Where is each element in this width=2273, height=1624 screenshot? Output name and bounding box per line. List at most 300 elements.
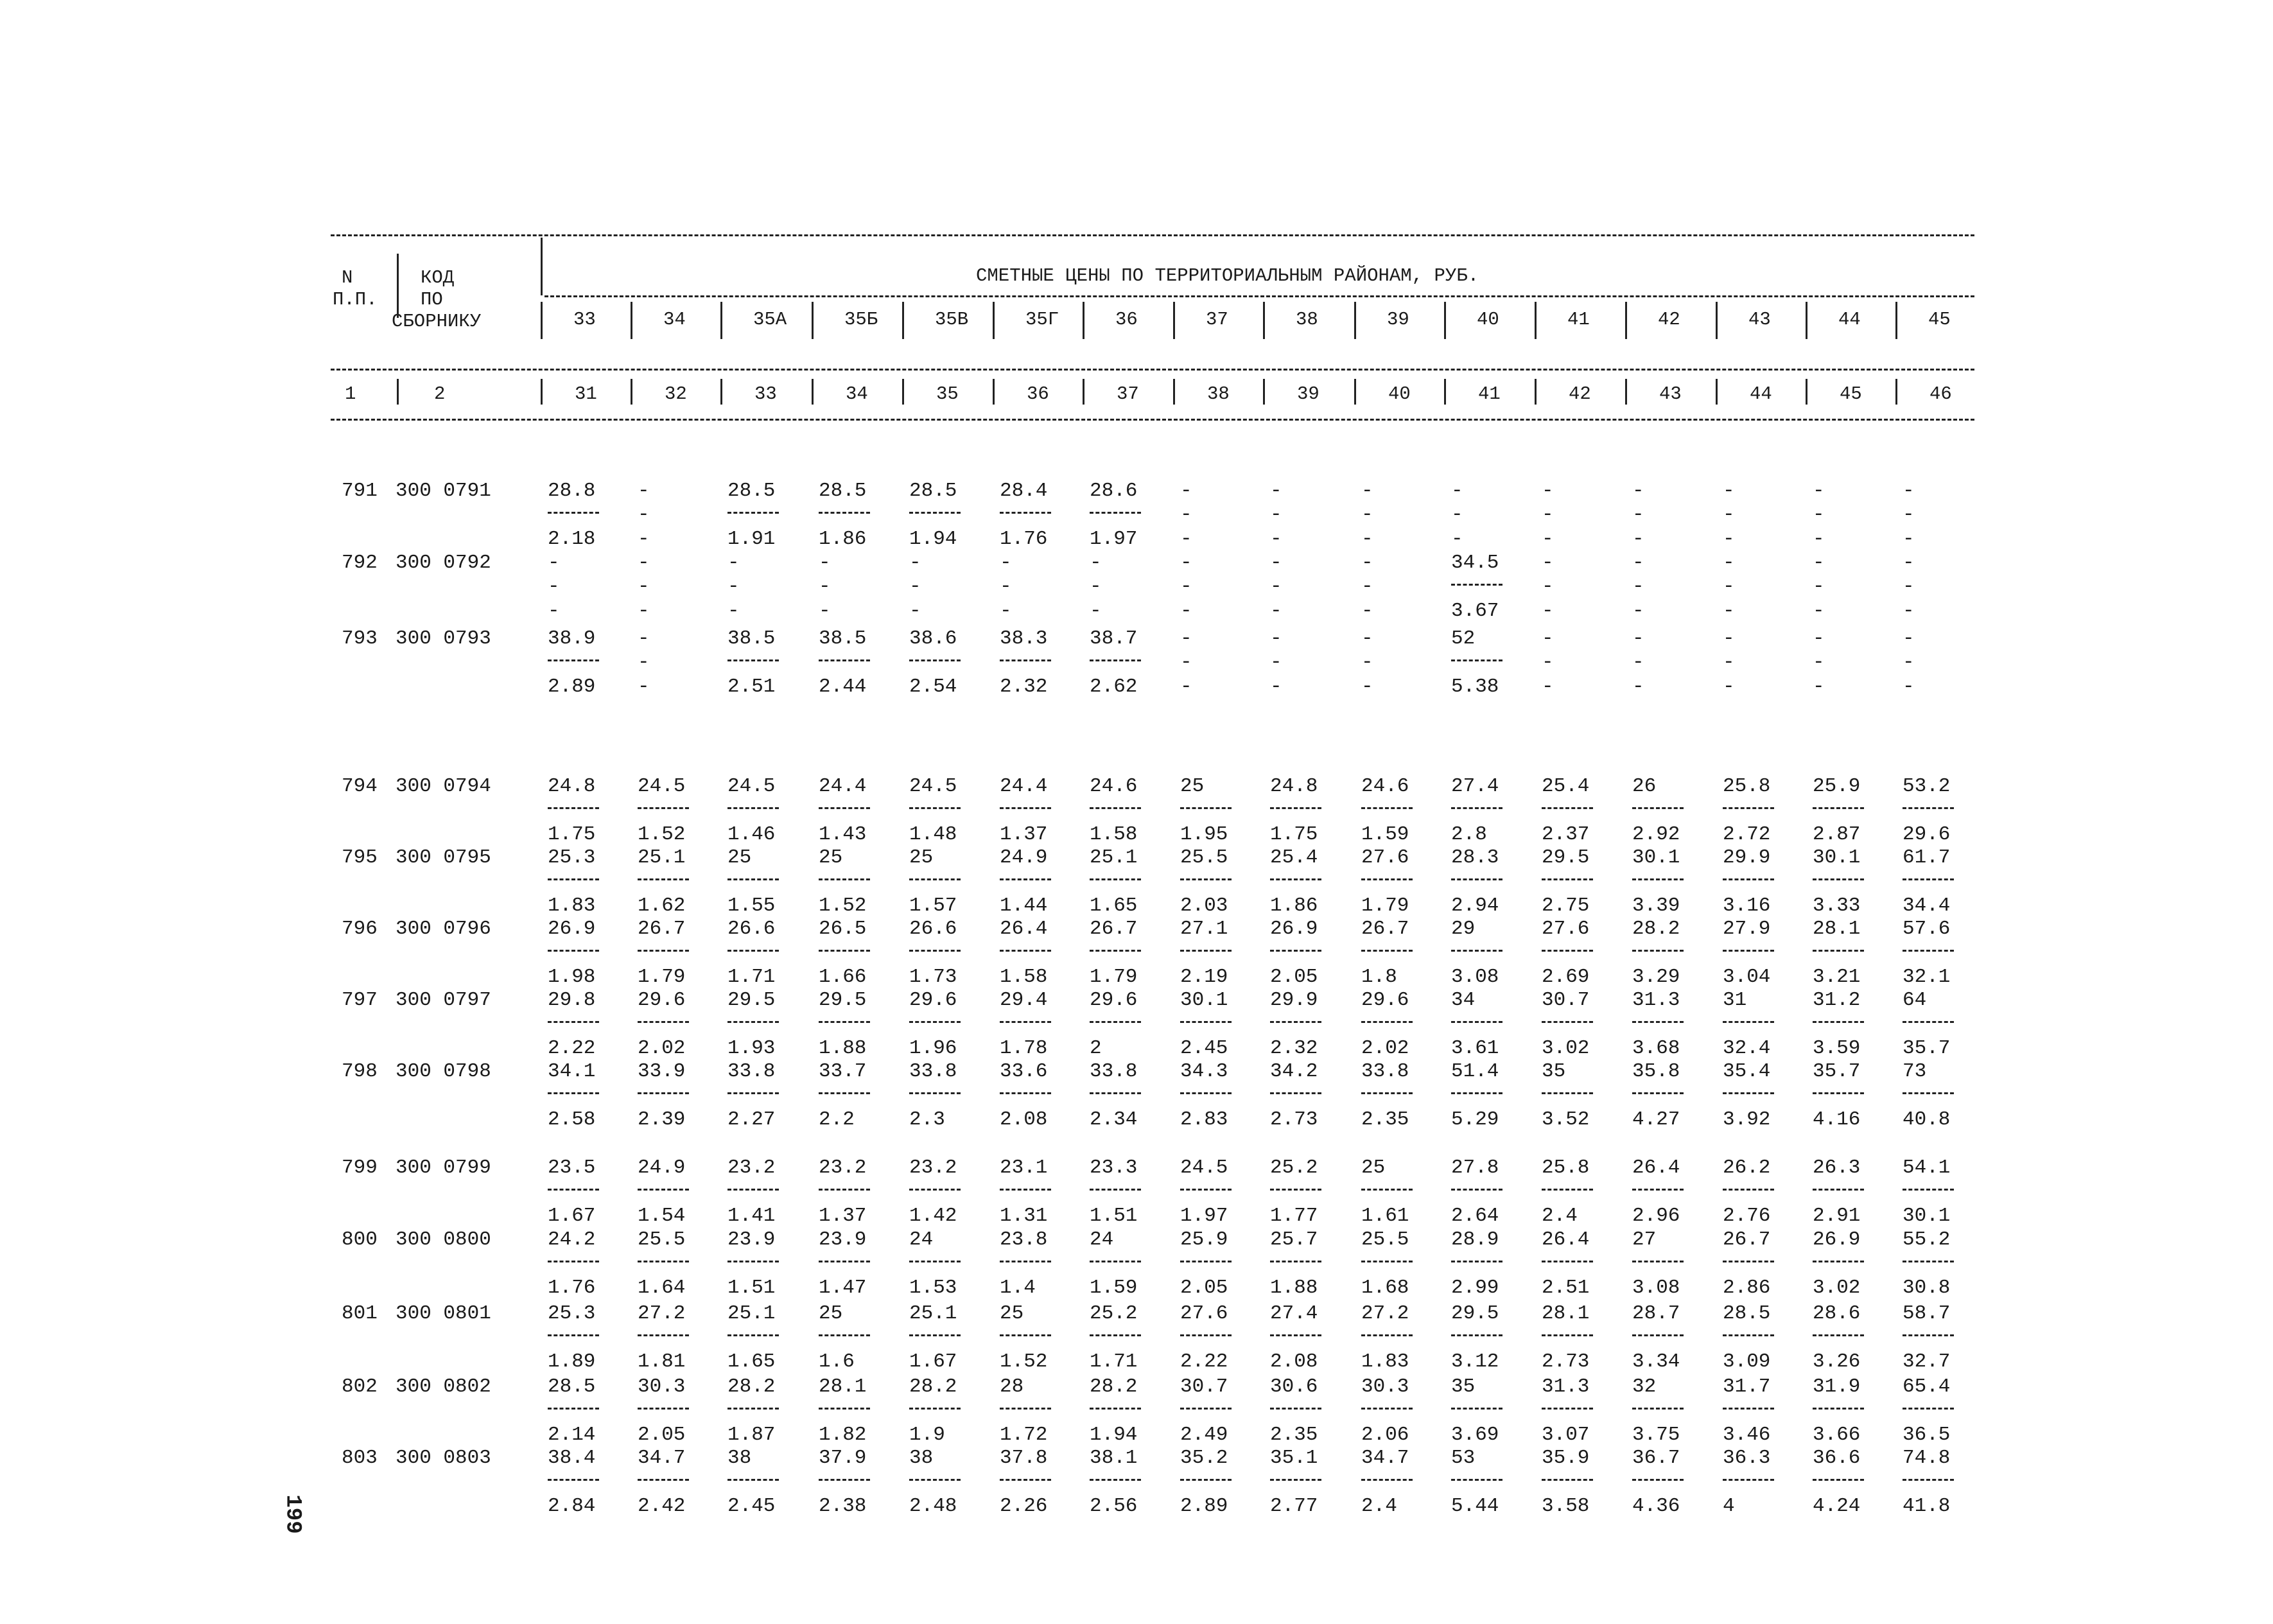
cell-value: 1.42 [909,1205,957,1227]
cell-value: 31.9 [1813,1375,1861,1398]
cell-value: - [1361,480,1373,502]
dash-mark: - [1723,503,1735,526]
cell-value: 29.8 [548,989,596,1011]
cell-value: - [1903,676,1915,698]
cell-value: - [1180,627,1192,650]
cell-value: 24.6 [1361,775,1409,798]
cell-value: 2.76 [1723,1205,1771,1227]
cell-value: 23.2 [727,1157,776,1179]
cell-value: 33.8 [1361,1060,1409,1083]
dash-mark: - [1542,575,1554,598]
cell-value: 1.58 [1000,966,1048,988]
cell-value: 35.9 [1542,1447,1590,1469]
fraction-bar [1000,878,1051,880]
fraction-bar [1723,1021,1774,1023]
cell-value: 23.2 [909,1157,957,1179]
cell-value: 26.7 [1090,918,1138,940]
cell-value: 37.8 [1000,1447,1048,1469]
fraction-bar [1723,1334,1774,1336]
row-number: 803 [342,1447,378,1469]
cell-value: 2.42 [638,1495,686,1517]
cell-value: 26.9 [1813,1228,1861,1251]
fraction-bar [1361,878,1413,880]
cell-value: 2.84 [548,1495,596,1517]
cell-value: 36.6 [1813,1447,1861,1469]
fraction-bar [1903,1408,1954,1410]
cell-value: 2.64 [1451,1205,1499,1227]
fraction-bar [548,1092,599,1094]
fraction-bar [1090,1479,1141,1481]
fraction-bar [1361,1021,1413,1023]
cell-value: 30.1 [1813,846,1861,869]
fraction-bar [727,659,779,661]
fraction-bar [1270,878,1321,880]
header-vline [720,379,722,405]
cell-value: - [1542,627,1554,650]
fraction-bar [638,1189,689,1191]
cell-value: 5.38 [1451,676,1499,698]
cell-value: 2.37 [1542,823,1590,846]
cell-value: 3.69 [1451,1424,1499,1446]
cell-value: 54.1 [1903,1157,1951,1179]
region-label: 35А [753,309,787,330]
header-vline [1444,379,1446,405]
cell-value: 2.77 [1270,1495,1318,1517]
cell-value: 31.3 [1632,989,1680,1011]
fraction-bar [1903,878,1954,880]
cell-value: 1.75 [1270,823,1318,846]
cell-value: 32.7 [1903,1350,1951,1373]
cell-value: 35 [1451,1375,1476,1398]
cell-value: 27.6 [1180,1302,1228,1325]
column-number: 43 [1659,383,1682,405]
cell-value: 30.7 [1180,1375,1228,1398]
cell-value: 23.3 [1090,1157,1138,1179]
fraction-bar [727,1189,779,1191]
cell-value: 1.52 [638,823,686,846]
fraction-bar [1090,1261,1141,1262]
fraction-bar [819,1189,870,1191]
fraction-bar [909,1261,961,1262]
header-vline [1716,379,1718,405]
fraction-bar [638,807,689,809]
cell-value: 35.7 [1813,1060,1861,1083]
cell-value: 29.6 [909,989,957,1011]
cell-value: 28.5 [909,480,957,502]
fraction-bar [819,512,870,514]
cell-value: - [1723,528,1735,550]
row-code: 300 0797 [396,989,491,1011]
cell-value: - [1542,600,1554,622]
cell-value: 1.82 [819,1424,867,1446]
cell-value: 30.7 [1542,989,1590,1011]
cell-value: 30.3 [1361,1375,1409,1398]
fraction-bar [727,1334,779,1336]
cell-value: - [1632,552,1644,574]
cell-value: 3.02 [1813,1277,1861,1299]
dash-mark: - [1000,575,1012,598]
cell-value: 2.02 [1361,1037,1409,1060]
cell-value: 26.7 [1361,918,1409,940]
dash-mark: - [1903,651,1915,674]
fraction-bar [1090,807,1141,809]
cell-value: - [727,552,740,574]
cell-value: 3.09 [1723,1350,1771,1373]
cell-value: 25.2 [1270,1157,1318,1179]
cell-value: 2.08 [1270,1350,1318,1373]
cell-value: 3.26 [1813,1350,1861,1373]
cell-value: 1.9 [909,1424,945,1446]
fraction-bar [727,807,779,809]
cell-value: - [1270,480,1282,502]
cell-value: 3.12 [1451,1350,1499,1373]
cell-value: 1.78 [1000,1037,1048,1060]
fraction-bar [1542,1092,1593,1094]
cell-value: 33.9 [638,1060,686,1083]
cell-value: 3.75 [1632,1424,1680,1446]
cell-value: 3.29 [1632,966,1680,988]
cell-value: 1.86 [819,528,867,550]
cell-value: 25.4 [1542,775,1590,798]
cell-value: 1.68 [1361,1277,1409,1299]
dash-mark: - [1180,575,1192,598]
cell-value: - [1361,600,1373,622]
fraction-bar [548,1261,599,1262]
dash-mark: - [638,503,650,526]
fraction-bar [638,1408,689,1410]
cell-value: 27.6 [1542,918,1590,940]
cell-value: 3.04 [1723,966,1771,988]
header-num-1: 1 [345,383,356,405]
cell-value: 2.4 [1361,1495,1397,1517]
cell-value: 3.58 [1542,1495,1590,1517]
cell-value: - [1813,480,1825,502]
fraction-bar [727,512,779,514]
fraction-bar [1903,1092,1954,1094]
cell-value: - [1180,528,1192,550]
cell-value: 3.16 [1723,895,1771,917]
cell-value: 29.9 [1723,846,1771,869]
fraction-bar [819,950,870,952]
dash-mark: - [1270,503,1282,526]
cell-value: 2.03 [1180,895,1228,917]
cell-value: 26.7 [638,918,686,940]
cell-value: 2.73 [1542,1350,1590,1373]
cell-value: 41.8 [1903,1495,1951,1517]
fraction-bar [909,1021,961,1023]
cell-value: - [1632,480,1644,502]
cell-value: 27.6 [1361,846,1409,869]
cell-value: 26.6 [909,918,957,940]
cell-value: 1.88 [1270,1277,1318,1299]
row-number: 801 [342,1302,378,1325]
cell-value: 37.9 [819,1447,867,1469]
cell-value: 34.3 [1180,1060,1228,1083]
cell-value: 33.8 [727,1060,776,1083]
fraction-bar [1180,878,1232,880]
cell-value: 31.7 [1723,1375,1771,1398]
cell-value: 2.75 [1542,895,1590,917]
fraction-bar [1813,878,1864,880]
fraction-bar [909,1479,961,1481]
header-vline [541,302,543,339]
cell-value: 1.71 [727,966,776,988]
cell-value: 3.46 [1723,1424,1771,1446]
cell-value: 1.41 [727,1205,776,1227]
row-number: 802 [342,1375,378,1398]
cell-value: 1.8 [1361,966,1397,988]
fraction-bar [1813,1189,1864,1191]
fraction-bar [1180,1092,1232,1094]
header-vline [1354,379,1356,405]
cell-value: 38.3 [1000,627,1048,650]
cell-value: - [1451,480,1463,502]
cell-value: 25.5 [1180,846,1228,869]
cell-value: 1.76 [548,1277,596,1299]
row-number: 797 [342,989,378,1011]
cell-value: 28.7 [1632,1302,1680,1325]
fraction-bar [548,1189,599,1191]
dash-mark: - [1903,503,1915,526]
cell-value: - [1813,676,1825,698]
fraction-bar [819,878,870,880]
cell-value: 2.72 [1723,823,1771,846]
cell-value: 35.1 [1270,1447,1318,1469]
cell-value: 2.44 [819,676,867,698]
fraction-bar [727,1021,779,1023]
cell-value: 1.52 [1000,1350,1048,1373]
cell-value: - [1542,676,1554,698]
fraction-bar [1270,1479,1321,1481]
cell-value: 3.92 [1723,1108,1771,1131]
dash-mark: - [1451,503,1463,526]
fraction-bar [1542,1408,1593,1410]
cell-value: 1.58 [1090,823,1138,846]
cell-value: 1.62 [638,895,686,917]
cell-value: 1.96 [909,1037,957,1060]
dash-mark: - [727,575,740,598]
header-vline [1535,379,1537,405]
cell-value: 1.76 [1000,528,1048,550]
cell-value: 34.4 [1903,895,1951,917]
fraction-bar [1000,807,1051,809]
fraction-bar [638,1479,689,1481]
cell-value: 25.3 [548,846,596,869]
row-number: 791 [342,480,378,502]
column-number: 41 [1478,383,1501,405]
cell-value: 2.92 [1632,823,1680,846]
fraction-bar [1451,1261,1502,1262]
cell-value: 23.9 [819,1228,867,1251]
fraction-bar [638,1092,689,1094]
cell-value: - [1542,528,1554,550]
cell-value: 2.73 [1270,1108,1318,1131]
cell-value: 1.48 [909,823,957,846]
cell-value: 2.35 [1361,1108,1409,1131]
fraction-bar [1632,950,1684,952]
header-code-sbornik: СБОРНИКУ [392,311,482,332]
cell-value: 2.56 [1090,1495,1138,1517]
fraction-bar [1813,1092,1864,1094]
dash-mark: - [1723,575,1735,598]
fraction-bar [1180,1189,1232,1191]
cell-value: 1.52 [819,895,867,917]
region-label: 37 [1206,309,1228,330]
fraction-bar [1270,1408,1321,1410]
fraction-bar [1451,1479,1502,1481]
fraction-bar [1813,1479,1864,1481]
cell-value: 1.91 [727,528,776,550]
fraction-bar [1000,1479,1051,1481]
cell-value: 29.5 [819,989,867,1011]
cell-value: 1.72 [1000,1424,1048,1446]
cell-value: 1.86 [1270,895,1318,917]
cell-value: 33.8 [1090,1060,1138,1083]
column-number: 44 [1750,383,1772,405]
cell-value: 29.5 [1451,1302,1499,1325]
cell-value: 32.1 [1903,966,1951,988]
cell-value: 24.6 [1090,775,1138,798]
cell-value: 1.54 [638,1205,686,1227]
cell-value: - [1903,528,1915,550]
cell-value: 33.8 [909,1060,957,1083]
cell-value: - [1270,676,1282,698]
cell-value: 28.3 [1451,846,1499,869]
cell-value: 1.51 [1090,1205,1138,1227]
cell-value: 3.66 [1813,1424,1861,1446]
cell-value: 2.49 [1180,1424,1228,1446]
fraction-bar [1813,1021,1864,1023]
cell-value: 2.05 [1180,1277,1228,1299]
cell-value: 3.08 [1632,1277,1680,1299]
cell-value: 27.1 [1180,918,1228,940]
fraction-bar [1542,1261,1593,1262]
cell-value: 27.2 [638,1302,686,1325]
cell-value: 3.02 [1542,1037,1590,1060]
cell-value: 30.3 [638,1375,686,1398]
fraction-bar [1090,1408,1141,1410]
cell-value: 23.2 [819,1157,867,1179]
cell-value: 2.39 [638,1108,686,1131]
cell-value: 25.3 [548,1302,596,1325]
cell-value: 26.4 [1542,1228,1590,1251]
row-number: 792 [342,552,378,574]
cell-value: 2.3 [909,1108,945,1131]
fraction-bar [1000,512,1051,514]
cell-value: 2.14 [548,1424,596,1446]
cell-value: 30.8 [1903,1277,1951,1299]
fraction-bar [1361,1092,1413,1094]
header-vline [1806,379,1807,405]
cell-value: 1.71 [1090,1350,1138,1373]
fraction-bar [909,1189,961,1191]
column-number: 38 [1207,383,1230,405]
cell-value: 28.9 [1451,1228,1499,1251]
cell-value: 25 [727,846,752,869]
fraction-bar [1270,1189,1321,1191]
header-vline [541,379,543,405]
cell-value: 23.9 [727,1228,776,1251]
fraction-bar [1270,1334,1321,1336]
cell-value: 38 [727,1447,752,1469]
cell-value: - [638,627,650,650]
column-number: 40 [1388,383,1411,405]
fraction-bar [909,1334,961,1336]
cell-value: - [1723,600,1735,622]
row-code: 300 0799 [396,1157,491,1179]
column-number: 35 [936,383,959,405]
row-code: 300 0802 [396,1375,491,1398]
cell-value: - [1813,552,1825,574]
fraction-bar [1723,807,1774,809]
header-vline [902,302,904,339]
cell-value: 2.48 [909,1495,957,1517]
cell-value: 2.45 [727,1495,776,1517]
fraction-bar [1542,1479,1593,1481]
fraction-bar [727,878,779,880]
cell-value: - [819,552,831,574]
fraction-bar [1632,1334,1684,1336]
cell-value: 2.4 [1542,1205,1578,1227]
row-number: 798 [342,1060,378,1083]
cell-value: 26.4 [1632,1157,1680,1179]
row-code: 300 0793 [396,627,491,650]
cell-value: 28.6 [1090,480,1138,502]
cell-value: 1.79 [1361,895,1409,917]
cell-value: 25 [1000,1302,1024,1325]
dash-mark: - [1361,575,1373,598]
cell-value: - [1270,627,1282,650]
fraction-bar [1361,1261,1413,1262]
cell-value: - [1090,600,1102,622]
fraction-bar [1270,950,1321,952]
region-label: 36 [1115,309,1138,330]
region-label: 40 [1477,309,1499,330]
cell-value: 28.5 [727,480,776,502]
cell-value: - [638,676,650,698]
fraction-bar [1903,1021,1954,1023]
cell-value: 1.67 [909,1350,957,1373]
cell-value: 3.52 [1542,1108,1590,1131]
cell-value: 2.51 [1542,1277,1590,1299]
fraction-bar [1000,1261,1051,1262]
fraction-bar [727,1092,779,1094]
cell-value: 2.99 [1451,1277,1499,1299]
cell-value: 3.34 [1632,1350,1680,1373]
fraction-bar [1451,1408,1502,1410]
cell-value: 1.77 [1270,1205,1318,1227]
header-vline [993,302,995,339]
fraction-bar [638,950,689,952]
cell-value: - [1270,600,1282,622]
fraction-bar [1632,878,1684,880]
cell-value: 3.61 [1451,1037,1499,1060]
fraction-bar [1090,1021,1141,1023]
cell-value: 31.3 [1542,1375,1590,1398]
fraction-bar [819,1261,870,1262]
cell-value: 1.55 [727,895,776,917]
fraction-bar [909,1092,961,1094]
cell-value: 2.02 [638,1037,686,1060]
cell-value: 2.38 [819,1495,867,1517]
header-vline [812,379,814,405]
fraction-bar [1632,1189,1684,1191]
region-label: 41 [1567,309,1590,330]
header-rule [331,419,1974,421]
column-number: 37 [1117,383,1139,405]
cell-value: 25 [1180,775,1205,798]
cell-value: 2.54 [909,676,957,698]
